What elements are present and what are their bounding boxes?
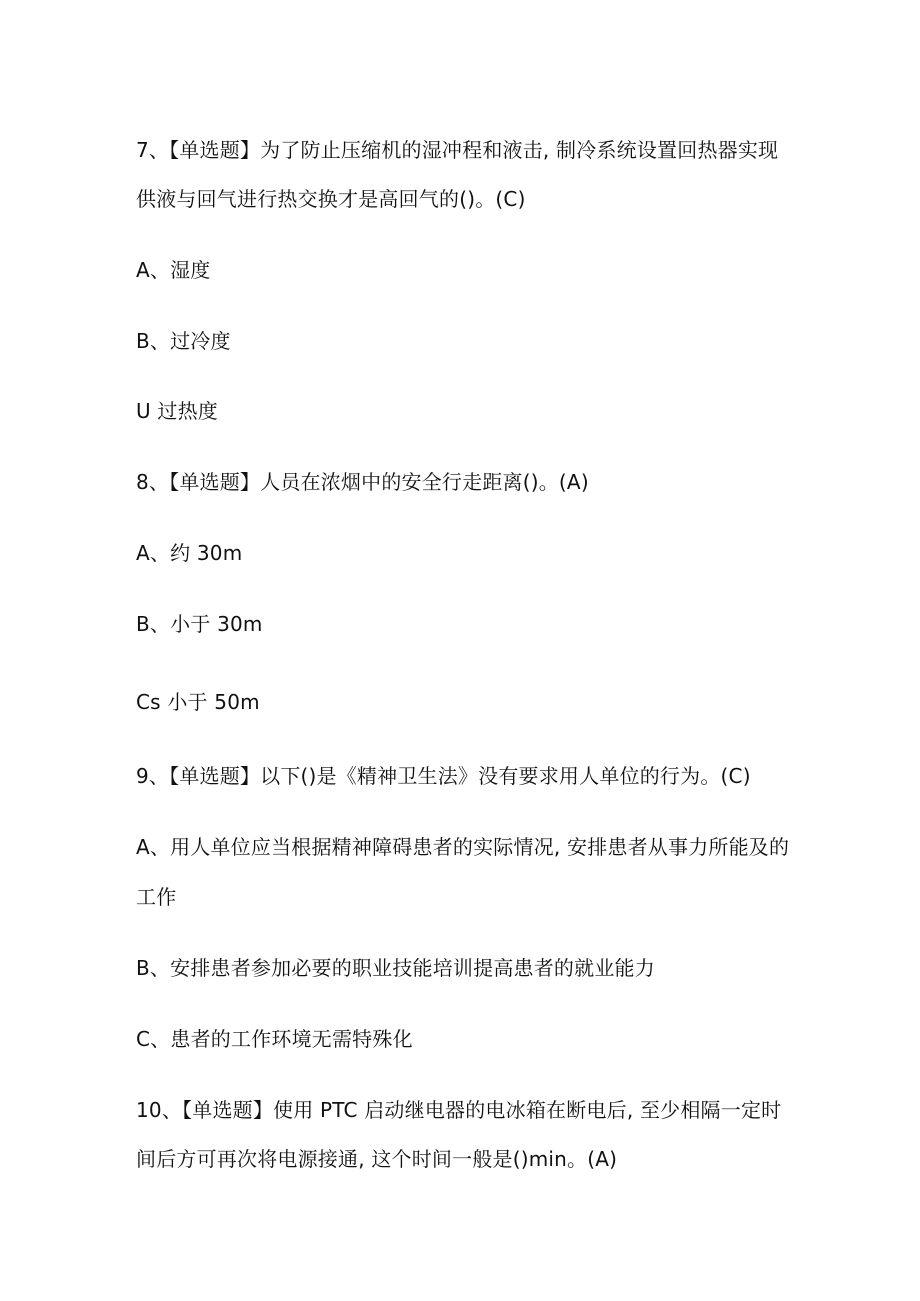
question-9-text: 9、【单选题】以下()是《精神卫生法》没有要求用人单位的行为。(C) (136, 764, 751, 788)
question-9-option-b: B、安排患者参加必要的职业技能培训提高患者的就业能力 (136, 956, 655, 980)
question-9-option-c: C、患者的工作环境无需特殊化 (136, 1027, 413, 1051)
question-10-text-line-1: 10、【单选题】使用 PTC 启动继电器的电冰箱在断电后, 至少相隔一定时 (136, 1098, 782, 1122)
question-7-text-line-2: 供液与回气进行热交换才是高回气的()。(C) (136, 187, 526, 211)
question-8-text: 8、【单选题】人员在浓烟中的安全行走距离()。(A) (136, 470, 589, 494)
question-8-option-b: B、小于 30m (136, 612, 263, 636)
question-10-text-line-2: 间后方可再次将电源接通, 这个时间一般是()min。(A) (136, 1147, 618, 1171)
question-8-option-a: A、约 30m (136, 541, 243, 565)
question-7-text-line-1: 7、【单选题】为了防止压缩机的湿冲程和液击, 制冷系统设置回热器实现 (136, 138, 779, 162)
question-7-option-a: A、湿度 (136, 258, 211, 282)
question-7-option-b: B、过冷度 (136, 329, 231, 353)
question-7-option-c: U 过热度 (136, 399, 218, 423)
question-8-option-c: Cs 小于 50m (136, 690, 260, 714)
question-9-option-a-line-2: 工作 (136, 885, 177, 909)
question-9-option-a-line-1: A、用人单位应当根据精神障碍患者的实际情况, 安排患者从事力所能及的 (136, 835, 790, 859)
